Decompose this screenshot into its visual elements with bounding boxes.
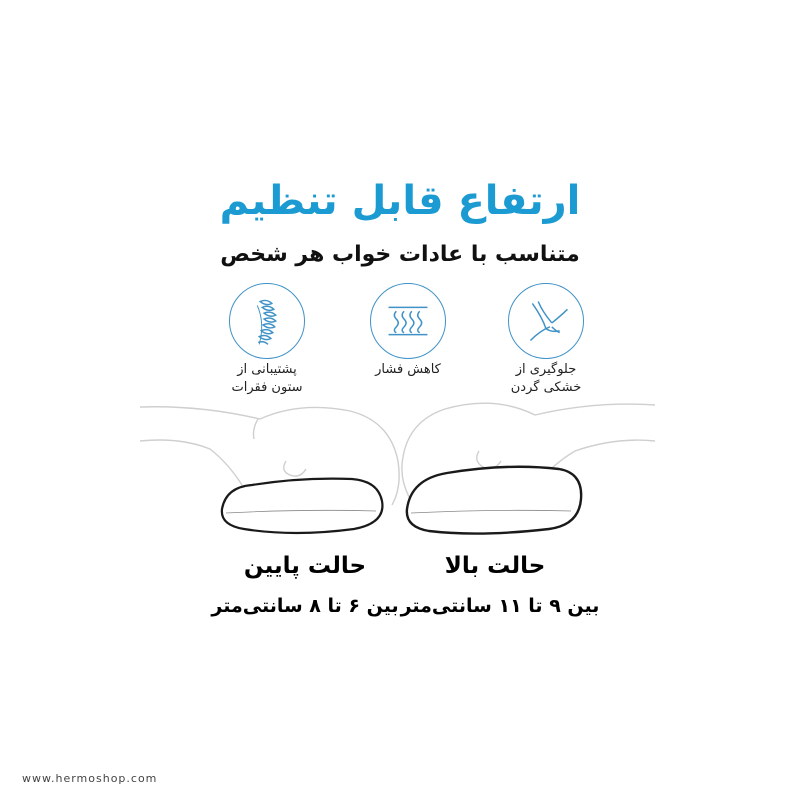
ear-shape bbox=[284, 461, 306, 476]
high-mode-range: بین ۹ تا ۱۱ سانتی‌متر bbox=[400, 595, 600, 617]
low-mode-range: بین ۶ تا ۸ سانتی‌متر bbox=[211, 595, 399, 617]
neck-icon bbox=[508, 283, 584, 359]
feature-label-pressure: کاهش فشار bbox=[375, 362, 441, 377]
high-pillow-illustration bbox=[395, 385, 660, 555]
low-pillow-illustration bbox=[140, 385, 410, 555]
high-mode-title: حالت بالا bbox=[444, 553, 546, 579]
feature-label-spine: پشتیبانی از ستون فقرات bbox=[231, 362, 303, 395]
low-mode-title: حالت پایین bbox=[243, 553, 367, 579]
ear-shape-right bbox=[477, 451, 501, 468]
watermark-text: www.hermoshop.com bbox=[22, 772, 158, 785]
pressure-waves-icon bbox=[370, 283, 446, 359]
page-title: ارتفاع قابل تنظیم bbox=[219, 178, 581, 224]
spine-icon bbox=[229, 283, 305, 359]
high-pillow-shape bbox=[407, 467, 581, 534]
page-subtitle: متناسب با عادات خواب هر شخص bbox=[220, 242, 580, 267]
low-pillow-shape bbox=[222, 479, 383, 533]
feature-label-neck: جلوگیری از خشکی گردن bbox=[510, 362, 582, 395]
